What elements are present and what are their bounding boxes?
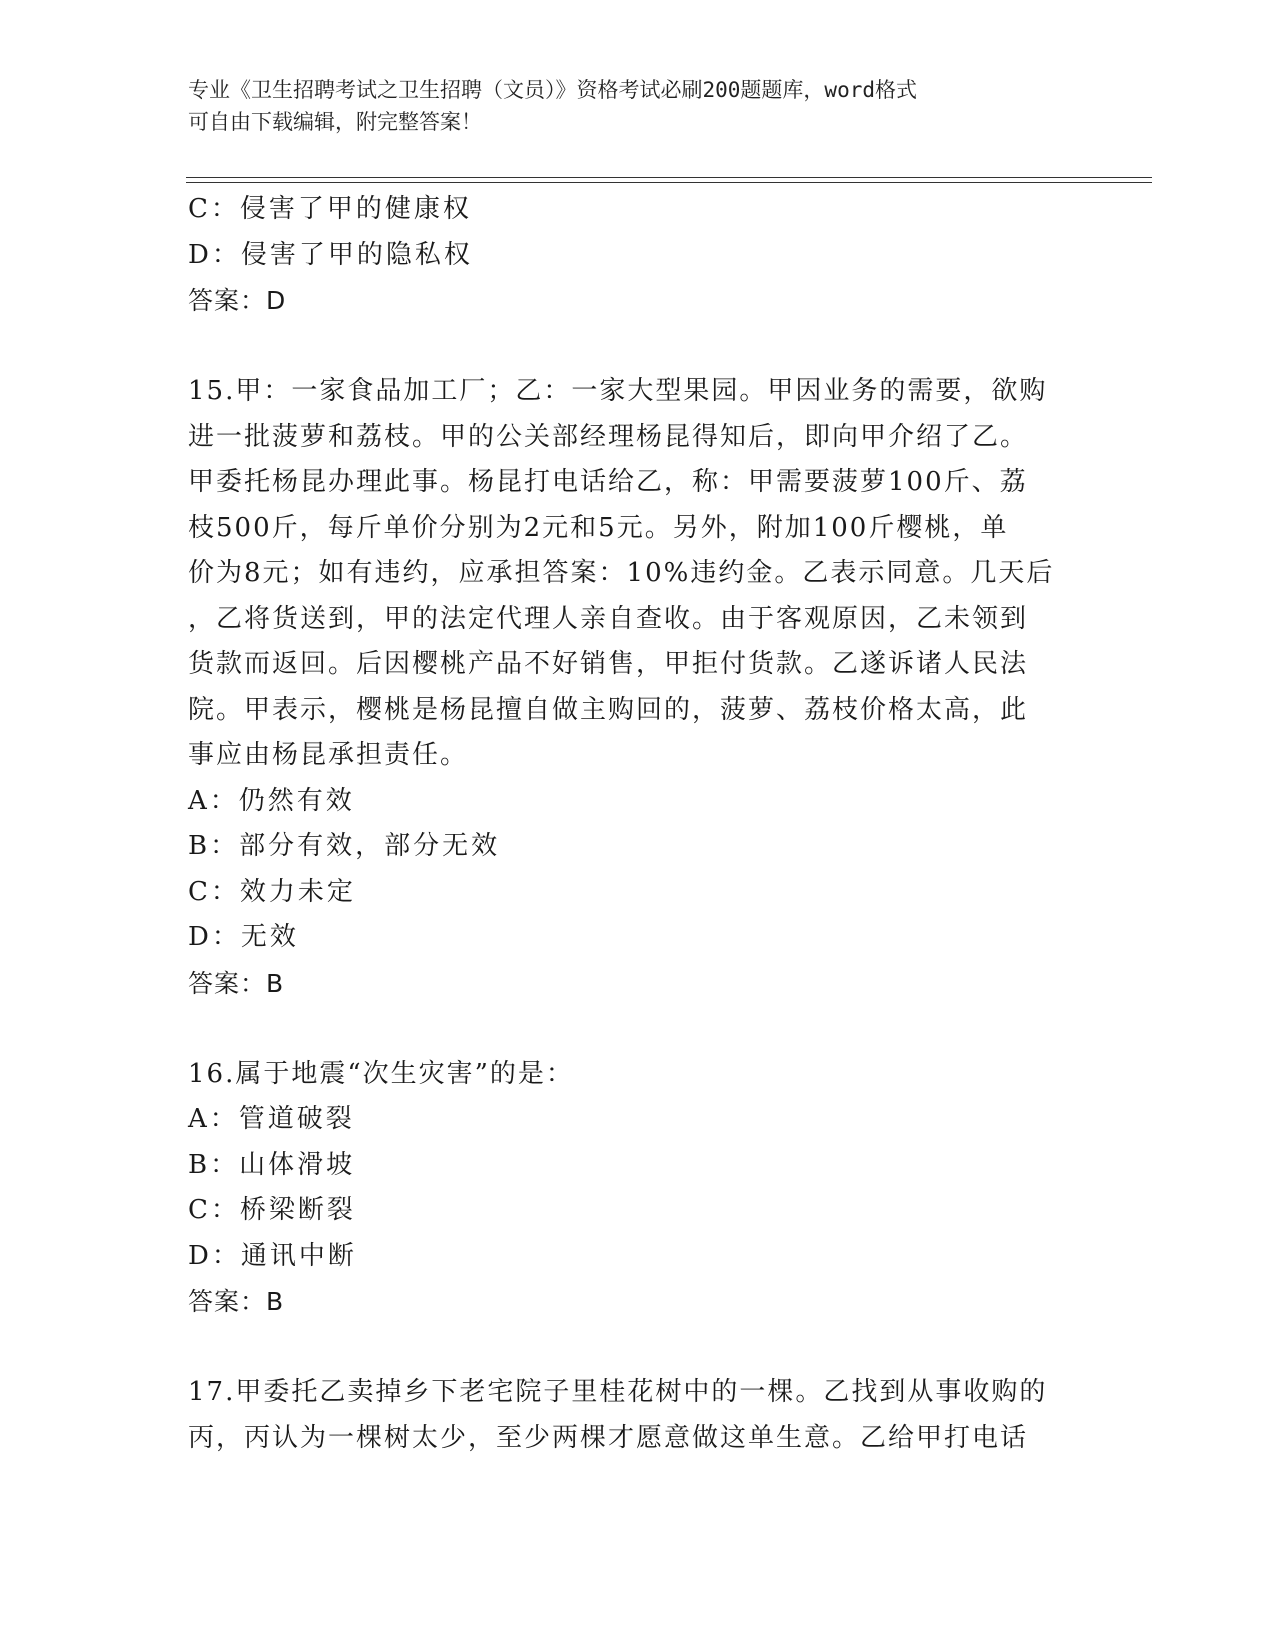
option-d: D：侵害了甲的隐私权	[188, 239, 473, 270]
question-line: 事应由杨昆承担责任。	[188, 740, 469, 770]
question-line: 甲委托杨昆办理此事。杨昆打电话给乙，称：甲需要菠萝100斤、荔	[188, 467, 1028, 497]
question-text	[188, 369, 1068, 779]
question-line: 院。甲表示，樱桃是杨昆擅自做主购回的，菠萝、荔枝价格太高，此	[188, 694, 1029, 725]
spacer	[188, 1325, 1068, 1371]
question-15	[188, 369, 1068, 1006]
spacer	[188, 1006, 1068, 1052]
question-line: 15.甲：一家食品加工厂；乙：一家大型果园。甲因业务的需要，欲购	[188, 376, 1048, 406]
option-d: D：无效	[188, 922, 299, 952]
question-16	[188, 1052, 1068, 1325]
answer-line: 答案：D	[188, 286, 287, 315]
option-c: C：效力未定	[188, 876, 356, 907]
question-text	[188, 1052, 1068, 1098]
document-body	[188, 187, 1068, 1461]
option-a: A：仍然有效	[188, 785, 355, 816]
option-a: A：管道破裂	[188, 1104, 355, 1134]
option-c: C：侵害了甲的健康权	[188, 194, 472, 224]
spacer	[188, 324, 1068, 370]
question-line: 进一批菠萝和荔枝。甲的公关部经理杨昆得知后，即向甲介绍了乙。	[188, 421, 1029, 452]
question-14-continued	[188, 187, 1068, 324]
header-title-line-2: 可自由下载编辑，附完整答案！	[188, 110, 482, 134]
question-line: 16.属于地震“次生灾害”的是：	[188, 1058, 574, 1089]
option-b: B：山体滑坡	[188, 1149, 356, 1180]
option-c: C：桥梁断裂	[188, 1195, 356, 1225]
question-line: 枝500斤，每斤单价分别为2元和5元。另外，附加100斤樱桃，单	[188, 512, 1009, 543]
option-d: D：通讯中断	[188, 1240, 357, 1271]
answer-line: 答案：B	[188, 968, 285, 998]
question-line: 丙，丙认为一棵树太少，至少两棵才愿意做这单生意。乙给甲打电话	[188, 1422, 1029, 1453]
header-divider	[186, 177, 1152, 183]
question-line: 价为8元；如有违约，应承担答案：10%违约金。乙表示同意。几天后	[188, 558, 1055, 588]
question-line: ，乙将货送到，甲的法定代理人亲自查收。由于客观原因，乙未领到	[188, 603, 1029, 634]
question-text	[188, 1370, 1068, 1461]
question-line: 货款而返回。后因樱桃产品不好销售，甲拒付货款。乙遂诉诸人民法	[188, 649, 1029, 679]
answer-line: 答案：B	[188, 1287, 285, 1316]
option-b: B：部分有效，部分无效	[188, 831, 501, 861]
page-header	[188, 74, 1058, 138]
header-title-line-1: 专业《卫生招聘考试之卫生招聘（文员）》资格考试必刷200题题库，word格式	[188, 78, 917, 102]
question-line: 17.甲委托乙卖掉乡下老宅院子里桂花树中的一棵。乙找到从事收购的	[188, 1377, 1048, 1407]
question-17	[188, 1370, 1068, 1461]
